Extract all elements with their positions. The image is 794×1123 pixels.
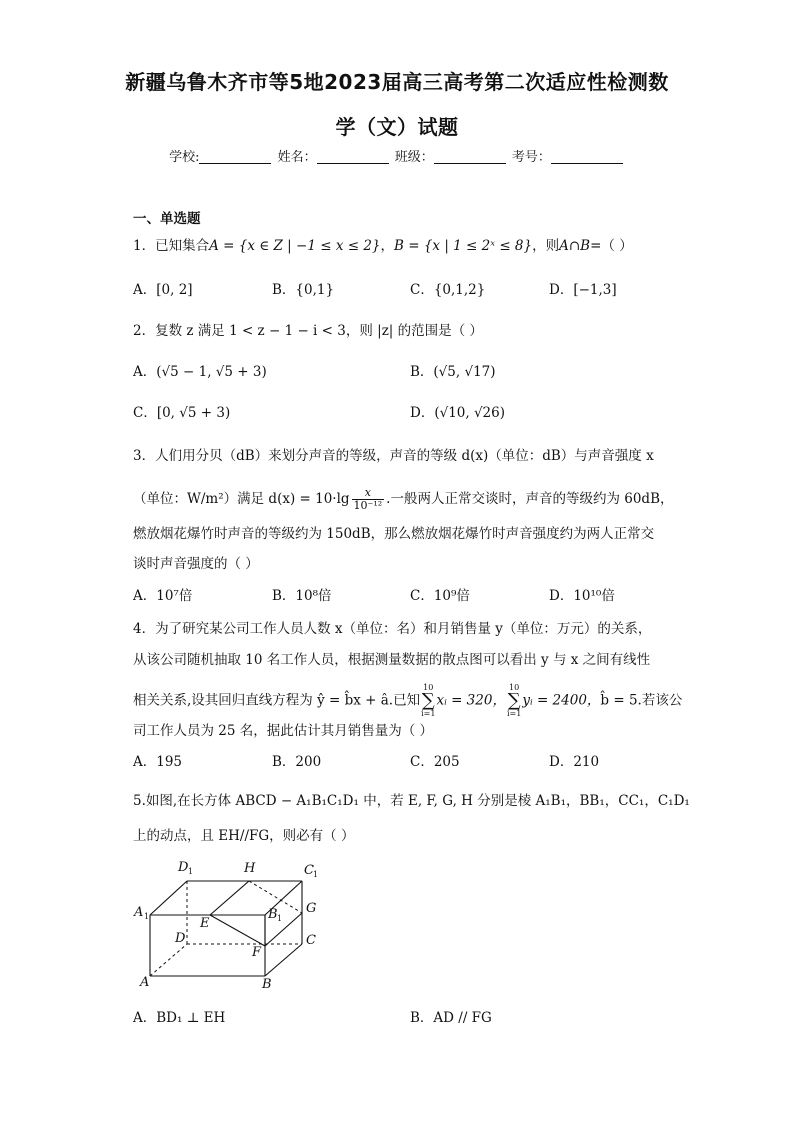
q4-sum1: xᵢ = 320， bbox=[436, 692, 506, 709]
q3-line-2 bbox=[133, 487, 674, 512]
q1-option-c: C．{0,1,2} bbox=[410, 282, 486, 298]
q4-option-b: B．200 bbox=[272, 754, 322, 770]
q3-line-2b: .一般两人正常交谈时，声音的等级约为 60dB， bbox=[386, 491, 674, 507]
q1-option-d: D．[−1,3] bbox=[549, 282, 617, 298]
q4-sum-x: 10 ∑ i=1 bbox=[421, 683, 436, 718]
q2-option-a: A．(√5 − 1, √5 + 3) bbox=[133, 364, 267, 380]
name-label: 姓名： bbox=[277, 150, 317, 165]
section-heading: 一、单选题 bbox=[133, 211, 201, 227]
q1-stem-a: 1．已知集合 bbox=[133, 238, 210, 254]
q1-expr: A∩B bbox=[559, 238, 591, 254]
cuboid-diagram bbox=[132, 854, 332, 994]
q1-set-a: A = {x ∈ Z | −1 ≤ x ≤ 2} bbox=[209, 238, 381, 254]
label-F: F bbox=[252, 945, 262, 960]
q3-line-4: 谈时声音强度的（ ） bbox=[133, 556, 259, 572]
question-2-stem: 2．复数 z 满足 1 < z − 1 − i < 3，则 |z| 的范围是（ ） bbox=[133, 323, 483, 339]
q5-line-1: 5.如图,在长方体 ABCD − A₁B₁C₁D₁ 中，若 E, F, G, H 分别是棱 A₁B₁，BB₁，CC₁，C₁D₁ bbox=[133, 793, 690, 809]
q4-line-2: 从该公司随机抽取 10 名工作人员，根据测量数据的散点图可以看出 y 与 x 之间有线性 bbox=[133, 652, 651, 668]
q3-line-1: 3．人们用分贝（dB）来划分声音的等级，声音的等级 d(x)（单位：dB）与声音强度 x bbox=[133, 448, 654, 464]
label-A: A bbox=[140, 975, 150, 990]
label-A1-sub: 1 bbox=[144, 912, 150, 921]
name-blank bbox=[317, 149, 389, 164]
q2-option-d: D．(√10, √26) bbox=[410, 405, 506, 421]
q4-sum-y-top: 10 bbox=[509, 683, 520, 692]
exam-title-line1: 新疆乌鲁木齐市等5地2023届高三高考第二次适应性检测数 bbox=[125, 70, 669, 94]
label-H: H bbox=[244, 861, 256, 876]
label-B: B bbox=[262, 977, 272, 992]
q3-option-c: C．10⁹倍 bbox=[410, 588, 470, 604]
q4-option-d: D．210 bbox=[549, 754, 600, 770]
q3-line-3: 燃放烟花爆竹时声音的等级约为 150dB，那么燃放烟花爆竹时声音强度约为两人正常交 bbox=[133, 526, 655, 542]
label-G: G bbox=[306, 901, 317, 916]
label-D1-sub: 1 bbox=[188, 867, 194, 876]
label-A1: A bbox=[134, 905, 144, 920]
class-label: 班级： bbox=[394, 150, 434, 165]
exam-title-line2: 学（文）试题 bbox=[335, 115, 459, 139]
q4-line-4: 司工作人员为 25 名，据此估计其月销售量为（ ） bbox=[133, 723, 434, 739]
label-B1-sub: 1 bbox=[277, 914, 283, 923]
q4-option-a: A．195 bbox=[133, 754, 183, 770]
q5-line-2: 上的动点，且 EH//FG，则必有（ ） bbox=[133, 828, 355, 844]
q1-option-b: B．{0,1} bbox=[272, 282, 335, 298]
q4-sum-y-bottom: i=1 bbox=[506, 709, 522, 718]
q2-option-b: B．(√5, √17) bbox=[410, 364, 496, 380]
q2-option-c: C．[0, √5 + 3) bbox=[133, 405, 231, 421]
number-blank bbox=[551, 149, 623, 164]
q3-option-a: A．10⁷倍 bbox=[133, 588, 193, 604]
q4-line-3 bbox=[133, 684, 682, 718]
student-info-row bbox=[0, 146, 794, 165]
number-label: 考号： bbox=[511, 150, 551, 165]
label-D1: D bbox=[178, 860, 189, 875]
label-D: D bbox=[175, 931, 186, 946]
label-C1-sub: 1 bbox=[313, 870, 319, 879]
q4-option-c: C．205 bbox=[410, 754, 460, 770]
q1-stem-c: =（ ） bbox=[590, 238, 633, 254]
q5-option-b: B．AD // FG bbox=[410, 1010, 492, 1026]
q4-sum-y: 10 ∑ i=1 bbox=[506, 683, 522, 718]
q1-stem-b: ，则 bbox=[532, 238, 560, 254]
school-label: 学校: bbox=[169, 150, 200, 165]
label-B1: B bbox=[268, 907, 278, 922]
question-1-stem bbox=[133, 237, 633, 255]
q3-frac-num: x bbox=[352, 487, 385, 500]
label-E: E bbox=[200, 916, 210, 931]
class-blank bbox=[434, 149, 506, 164]
q4-line-1: 4．为了研究某公司工作人员人数 x（单位：名）和月销售量 y（单位：万元）的关系， bbox=[133, 621, 652, 637]
q5-option-a: A．BD₁ ⊥ EH bbox=[133, 1010, 226, 1026]
q1-option-a: A．[0, 2] bbox=[133, 282, 193, 298]
q1-sep: ， bbox=[380, 238, 395, 254]
school-blank bbox=[199, 149, 271, 164]
q4-sum-x-bottom: i=1 bbox=[421, 709, 436, 718]
q1-set-b: B = {x | 1 ≤ 2ˣ ≤ 8} bbox=[394, 238, 533, 254]
q3-fraction bbox=[352, 487, 385, 512]
q3-frac-den: 10⁻¹² bbox=[353, 499, 383, 512]
q3-line-2a: （单位：W/m²）满足 d(x) = 10·lg bbox=[133, 491, 350, 507]
q3-option-d: D．10¹⁰倍 bbox=[549, 588, 615, 604]
q3-option-b: B．10⁸倍 bbox=[272, 588, 332, 604]
label-C: C bbox=[306, 933, 316, 948]
q4-sum2: yᵢ = 2400， bbox=[522, 692, 601, 709]
label-C1: C bbox=[304, 863, 314, 878]
q4-sum-x-top: 10 bbox=[423, 683, 434, 692]
q4-line-3a: 相关关系,设其回归直线方程为 ŷ = b̂x + â.已知 bbox=[133, 692, 421, 709]
q4-line-3b: b̂ = 5.若该公 bbox=[600, 692, 683, 709]
